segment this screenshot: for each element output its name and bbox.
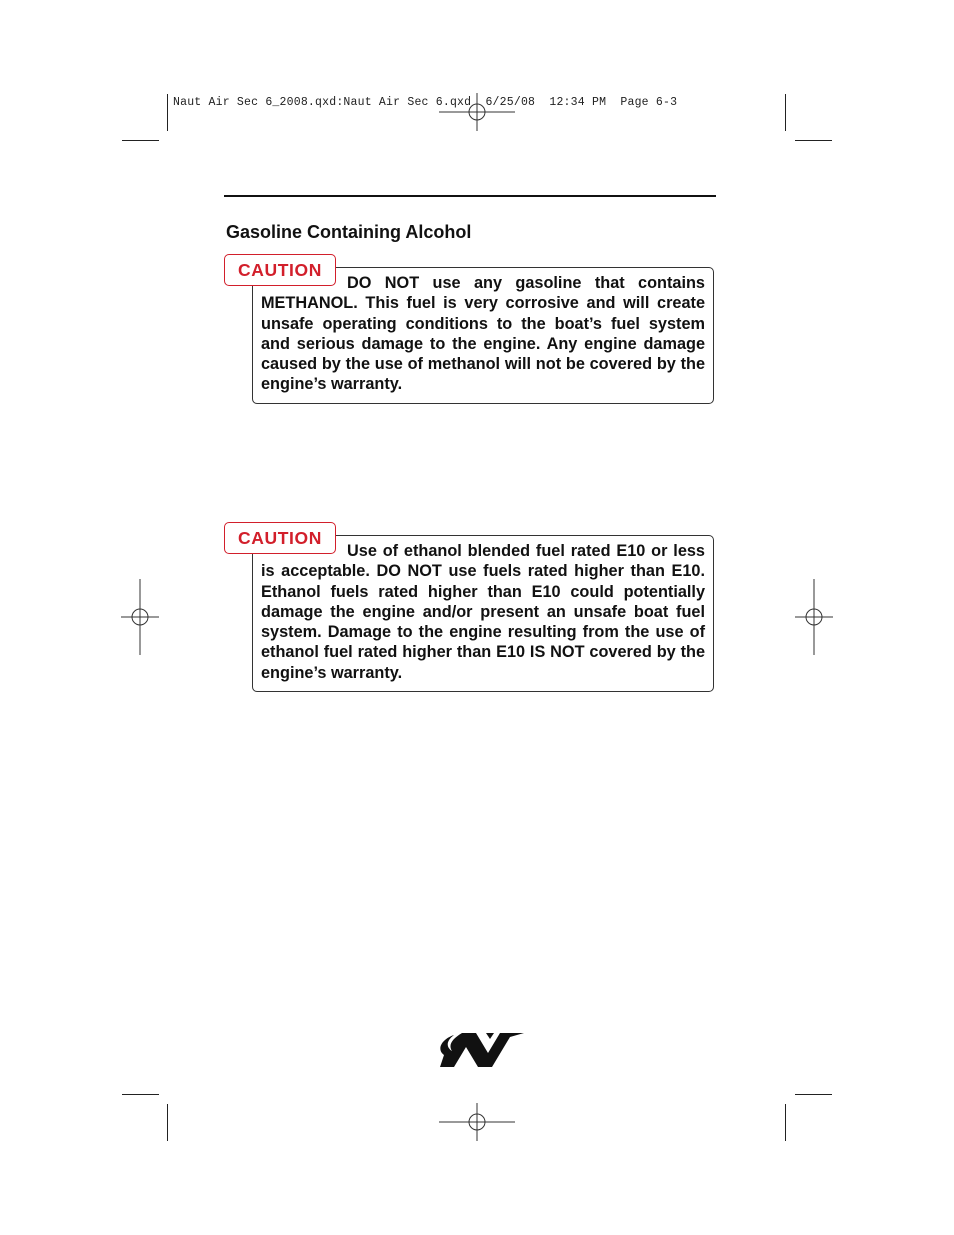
- crop-mark-top-left-horizontal: [122, 140, 159, 141]
- print-slug: Naut Air Sec 6_2008.qxd:Naut Air Sec 6.qxd 6/25/08 12:34 PM Page 6-3: [173, 96, 678, 109]
- crop-mark-bottom-right-vertical: [785, 1104, 786, 1141]
- nautique-n-logo-icon: [438, 1031, 524, 1069]
- registration-mark-left-icon: [121, 579, 159, 655]
- registration-mark-right-icon: [795, 579, 833, 655]
- crop-mark-top-left-vertical: [167, 94, 168, 131]
- crop-mark-bottom-right-horizontal: [795, 1094, 832, 1095]
- section-heading: Gasoline Containing Alcohol: [226, 222, 472, 242]
- caution-text-ethanol: Use of ethanol blended fuel rated E10 or less is acceptable. DO NOT use fuels rated higher than E10. Ethanol fuels rated higher than E10 could potentially damage the engine and/or present an unsafe boat fuel system. Damage to the engine resulting from the use of ethanol fuel rated higher than E10 IS NOT covered by the engine’s warranty.: [261, 542, 705, 682]
- caution-label: CAUTION: [224, 522, 336, 554]
- crop-mark-top-right-horizontal: [795, 140, 832, 141]
- crop-mark-bottom-left-horizontal: [122, 1094, 159, 1095]
- caution-text-methanol: DO NOT use any gasoline that contains METHANOL. This fuel is very corrosive and will create unsafe operating conditions to the boat’s fuel system and serious damage to the engine. Any engine damage caused by the use of methanol will not be covered by the engine’s warranty.: [261, 274, 705, 394]
- crop-mark-top-right-vertical: [785, 94, 786, 131]
- crop-mark-bottom-left-vertical: [167, 1104, 168, 1141]
- registration-mark-top-icon: [439, 93, 515, 131]
- caution-box-methanol: [252, 267, 714, 404]
- caution-box-ethanol: [252, 535, 714, 692]
- registration-mark-bottom-icon: [439, 1103, 515, 1141]
- header-rule: [224, 195, 716, 197]
- caution-label: CAUTION: [224, 254, 336, 286]
